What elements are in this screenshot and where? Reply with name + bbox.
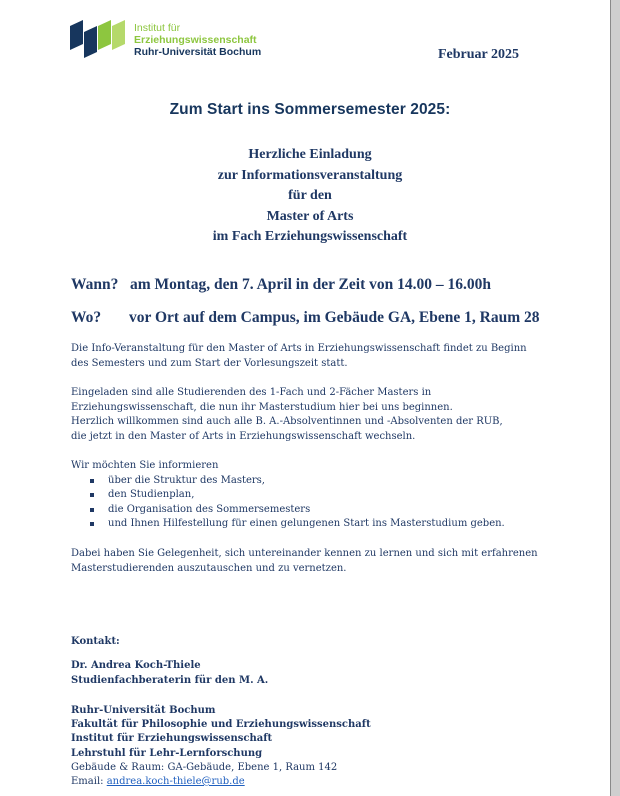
paragraph-line: Herzlich willkommen sind auch alle B. A.-Absolventinnen und -Absolventen der RUB,: [71, 416, 503, 428]
logo-line-2: Erziehungswissenschaft: [134, 34, 257, 46]
invitation-line: Master of Arts: [266, 208, 354, 224]
paragraph-networking: [71, 547, 571, 576]
paragraph-line: die jetzt in den Master of Arts in Erziehungswissenschaft wechseln.: [71, 430, 416, 442]
list-item: über die Struktur des Masters,: [88, 474, 588, 489]
institute-logo: [70, 20, 261, 62]
where-label: Wo?: [71, 309, 102, 326]
inform-section: [71, 459, 571, 532]
paragraph-line: Erziehungswissenschaft, die nun ihr Masterstudium hier bei uns beginnen.: [71, 401, 453, 413]
contact-address: [71, 704, 371, 789]
invitation-line: Herzliche Einladung: [248, 147, 372, 162]
logo-mark-icon: [70, 20, 128, 58]
contact-person: [71, 659, 268, 688]
headline-text: Zum Start ins Sommersemester 2025:: [169, 101, 451, 118]
contact-label: Kontakt:: [71, 636, 120, 647]
list-item: und Ihnen Hilfestellung für einen gelungenen Start ins Masterstudium geben.: [88, 517, 588, 532]
institute-name: Institut für Erziehungswissenschaft: [71, 733, 273, 745]
page-edge: [610, 0, 620, 796]
paragraph-intro: [71, 342, 571, 371]
email-link[interactable]: andrea.koch-thiele@rub.de: [106, 776, 245, 788]
email-row: [71, 775, 371, 789]
faculty-name: Fakultät für Philosophie und Erziehungswissenschaft: [71, 719, 371, 731]
headline: [0, 101, 620, 119]
paragraph-line: Die Info-Veranstaltung für den Master of Arts in Erziehungswissenschaft findet zu Beginn: [71, 343, 527, 354]
when-text: am Montag, den 7. April in der Zeit von 14.00 – 16.00h: [130, 276, 491, 293]
document-date: Februar 2025: [438, 47, 520, 62]
when-label: Wann?: [71, 276, 119, 293]
room-info: Gebäude & Raum: GA-Gebäude, Ebene 1, Raum 142: [71, 761, 338, 773]
logo-line-3: Ruhr-Universität Bochum: [134, 46, 262, 58]
list-item: die Organisation des Sommersemesters: [88, 503, 588, 518]
paragraph-line: Eingeladen sind alle Studierenden des 1-Fach und 2-Fächer Masters in: [71, 387, 432, 398]
event-when: [71, 276, 491, 294]
chair-name: Lehrstuhl für Lehr-Lernforschung: [71, 747, 263, 759]
paragraph-line: Dabei haben Sie Gelegenheit, sich untereinander kennen zu lernen und sich mit erfahrenen: [71, 548, 538, 559]
contact-name: Dr. Andrea Koch-Thiele: [71, 660, 201, 671]
invitation-line: im Fach Erziehungswissenschaft: [212, 229, 408, 244]
event-where: [71, 309, 539, 327]
email-label: Email:: [71, 776, 104, 788]
logo-line-1: Institut für: [134, 22, 181, 34]
where-text: vor Ort auf dem Campus, im Gebäude GA, Ebene 1, Raum 28: [129, 309, 540, 326]
invitation-block: [0, 145, 620, 248]
invitation-line: zur Informationsveranstaltung: [217, 167, 403, 183]
paragraph-invited: [71, 386, 571, 444]
list-item: den Studienplan,: [88, 488, 588, 503]
inform-list: [71, 474, 571, 532]
paragraph-line: Masterstudierenden auszutauschen und zu vernetzen.: [71, 562, 347, 574]
contact-role: Studienfachberaterin für den M. A.: [71, 674, 269, 686]
university-name: Ruhr-Universität Bochum: [71, 705, 216, 716]
invitation-line: für den: [288, 188, 332, 203]
logo-text: [134, 22, 261, 58]
inform-intro: Wir möchten Sie informieren: [71, 460, 219, 471]
paragraph-line: des Semesters und zum Start der Vorlesungszeit statt.: [71, 357, 348, 369]
